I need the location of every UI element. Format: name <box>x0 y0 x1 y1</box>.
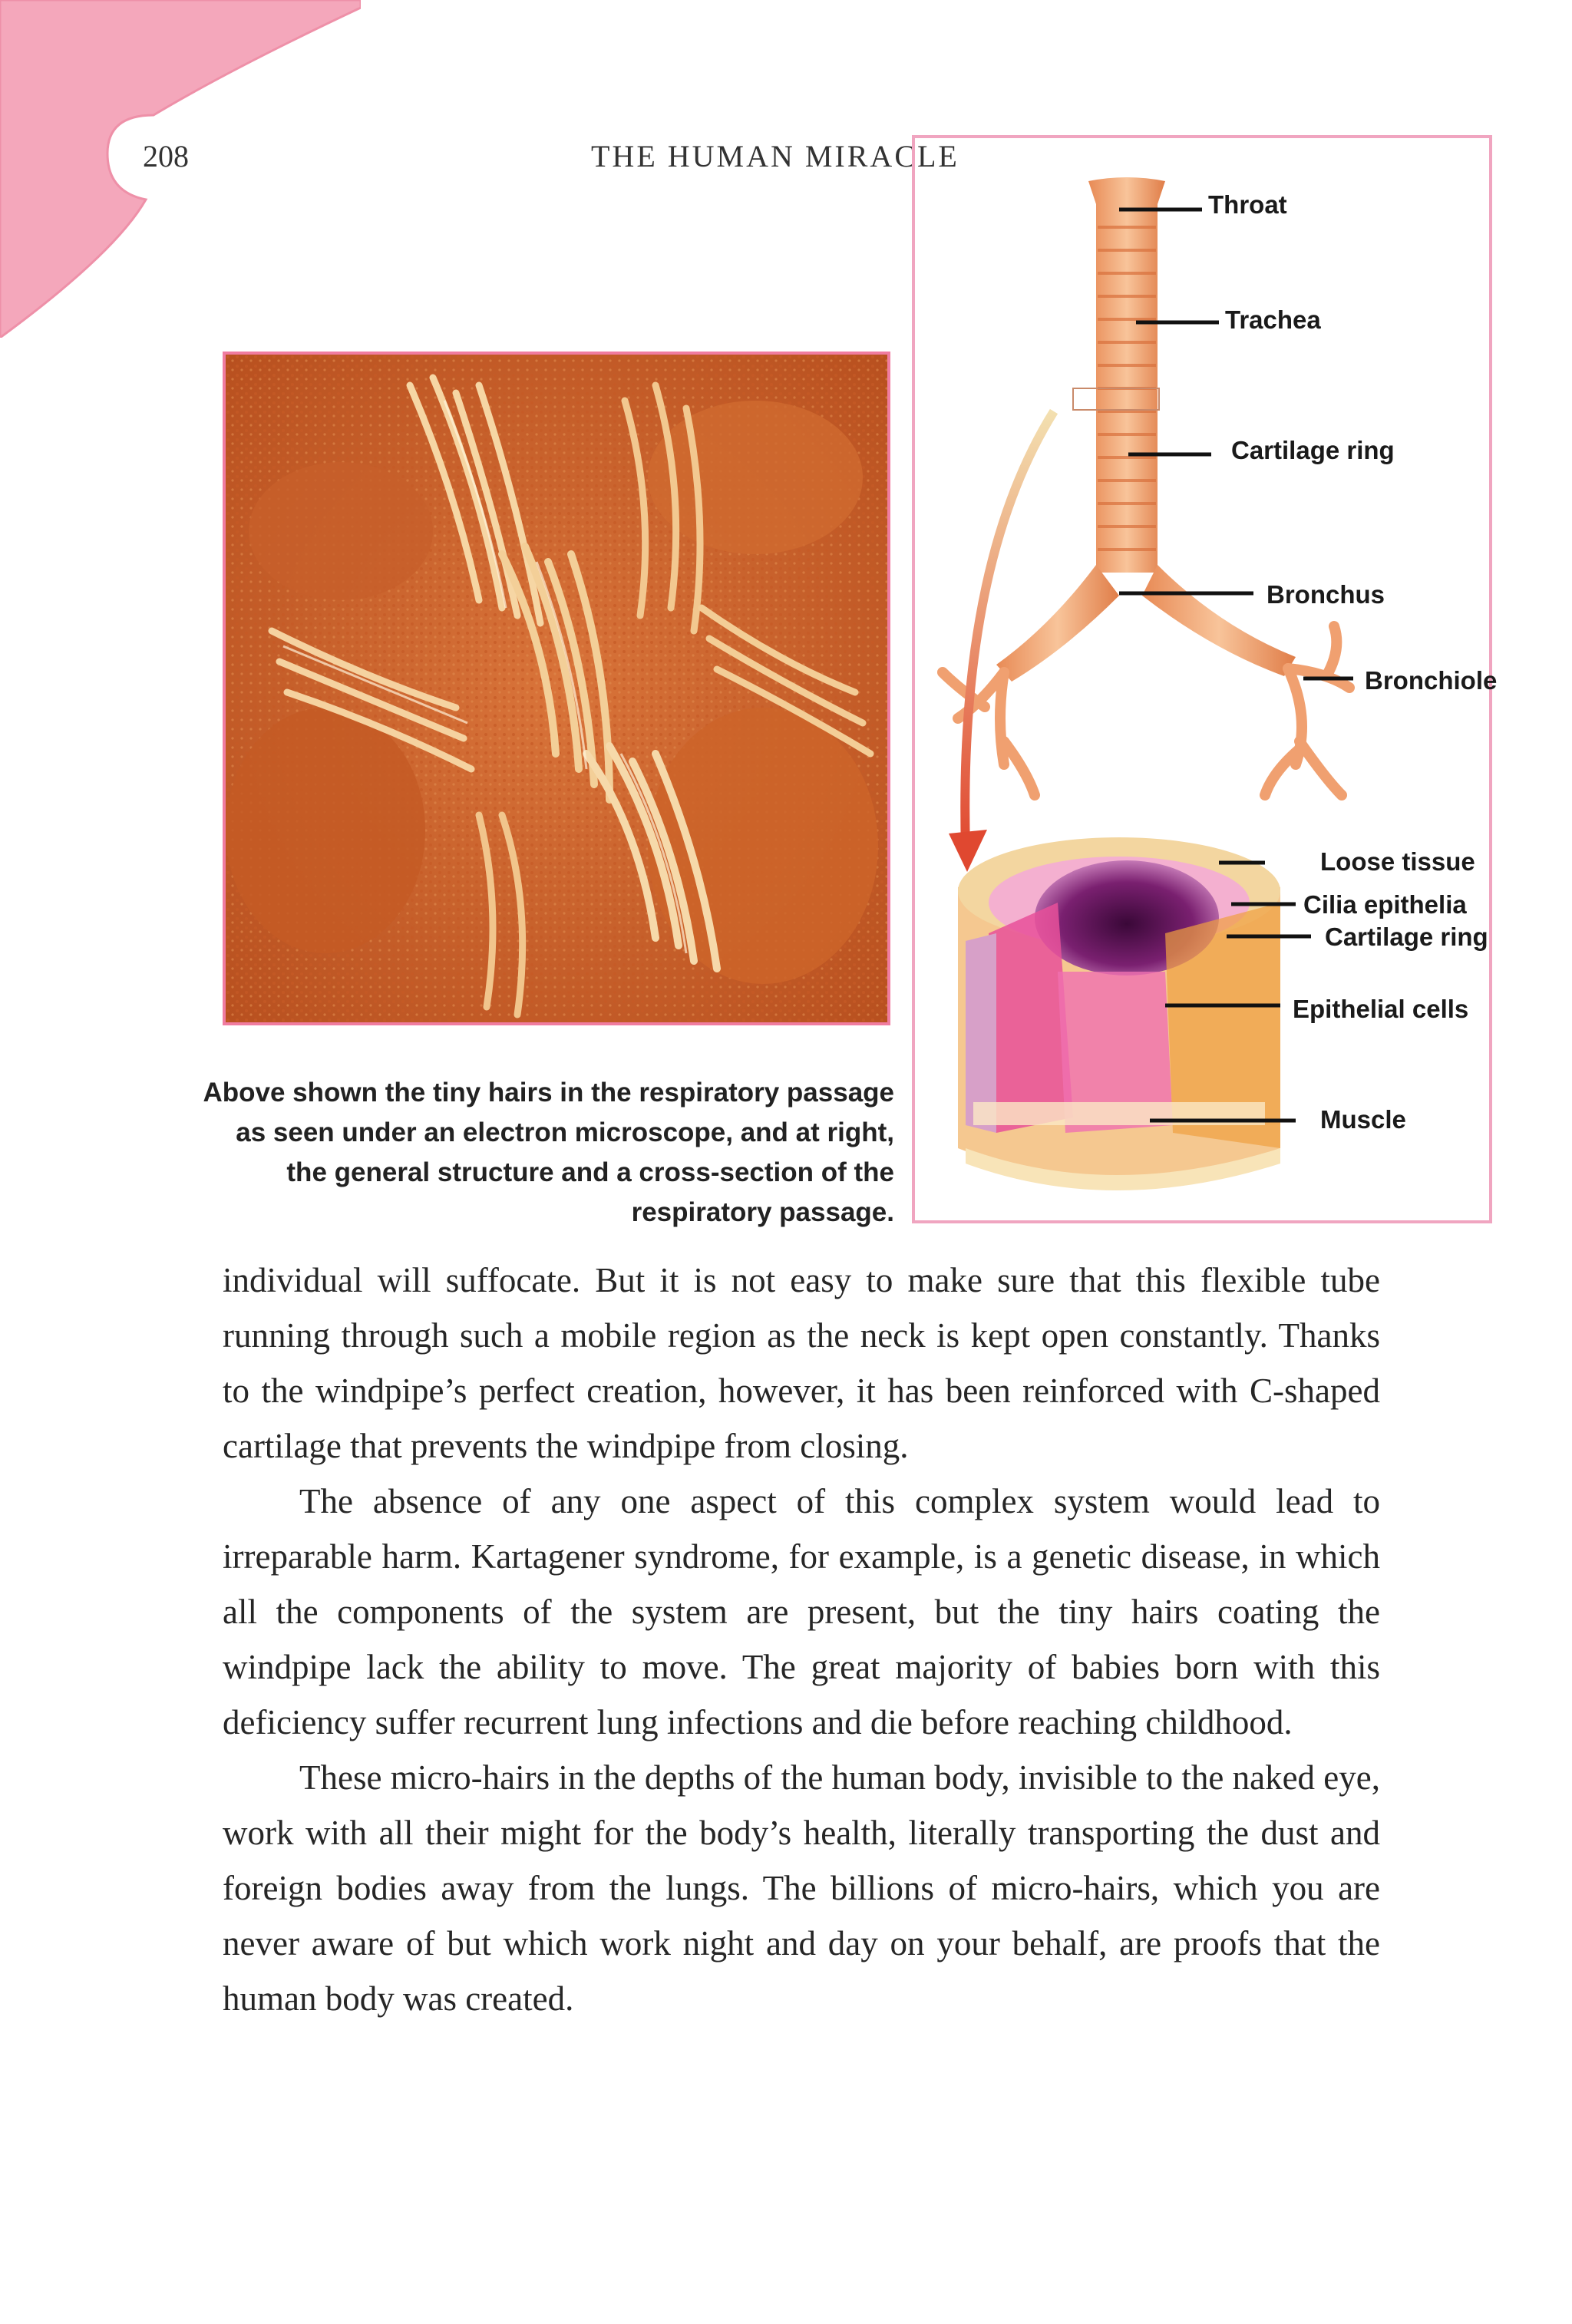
label-loose-tissue: Loose tissue <box>1320 847 1475 876</box>
paragraph: The absence of any one aspect of this complex system would lead to irreparable harm. Kartagener syndrome, for example, is a genetic disease, in which all the components of the system are present, but the tiny hairs coating the windpipe lack the ability to move. The great majority of babies born with this deficiency suffer recurrent lung infections and die before reaching childhood. <box>223 1482 1380 1741</box>
label-throat: Throat <box>1208 190 1287 219</box>
paragraph: individual will suffocate. But it is not easy to make sure that this flexible tube running through such a mobile region as the neck is kept open constantly. Thanks to the windpipe’s perfect creation, however, it has been reinforced with C-shaped cartilage that prevents the windpipe from closing. <box>223 1261 1380 1465</box>
figure-caption: Above shown the tiny hairs in the respiratory passage as seen under an electron microscope, and at right, the general structure and a cross-section of the respiratory passage. <box>203 1078 894 1227</box>
body-text <box>223 1253 1380 2026</box>
label-bronchus: Bronchus <box>1267 580 1385 609</box>
label-muscle: Muscle <box>1320 1105 1406 1134</box>
running-title: THE HUMAN MIRACLE <box>591 139 959 173</box>
label-cartilage-ring-upper: Cartilage ring <box>1231 436 1395 464</box>
label-cilia-epithelia: Cilia epithelia <box>1303 890 1467 919</box>
label-epithelial-cells: Epithelial cells <box>1293 995 1469 1023</box>
label-cartilage-ring-lower: Cartilage ring <box>1325 923 1488 951</box>
paragraph: These micro-hairs in the depths of the human body, invisible to the naked eye, work with all their might for the body’s health, literally transporting the dust and foreign bodies away from the lungs. The billions of micro-hairs, which you are never aware of but which work night and day on your behalf, are proofs that the human body was created. <box>223 1758 1380 2018</box>
label-bronchiole: Bronchiole <box>1365 666 1498 695</box>
cross-section-illustration <box>958 837 1280 1190</box>
trachea-illustration <box>943 177 1349 795</box>
page-number: 208 <box>143 139 189 173</box>
label-trachea: Trachea <box>1225 305 1321 334</box>
electron-micrograph-image <box>223 352 890 1025</box>
